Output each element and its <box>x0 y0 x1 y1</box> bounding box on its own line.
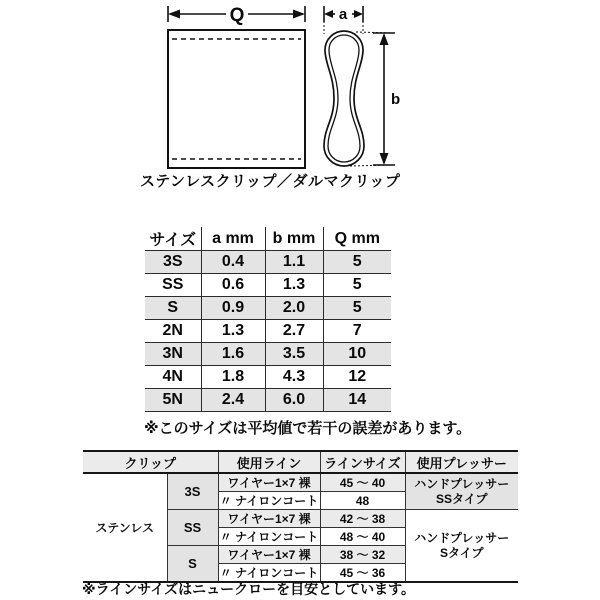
q-cell: 5 <box>323 274 391 297</box>
diagram-caption: ステンレスクリップ／ダルマクリップ <box>140 173 401 190</box>
size-table-header-row <box>145 227 391 251</box>
line-type-cell: ワイヤー1×7 裸 <box>218 546 320 564</box>
usage-header-clip: クリップ <box>83 451 218 473</box>
line-size-cell: 48 <box>320 492 405 510</box>
clip-size-cell: S <box>167 546 218 583</box>
line-type-cell: 〃 ナイロンコート <box>218 492 320 510</box>
b-cell: 6.0 <box>265 389 323 412</box>
b-cell: 3.5 <box>265 343 323 366</box>
q-dimension-label: Q <box>229 5 245 26</box>
usage-table-header-row <box>83 451 518 473</box>
line-size-cell: 45 〜 36 <box>320 564 405 583</box>
a-cell: 1.8 <box>201 366 265 389</box>
line-type-cell: ワイヤー1×7 裸 <box>218 510 320 528</box>
size-table <box>145 227 391 412</box>
b-cell: 1.3 <box>265 274 323 297</box>
line-size-cell: 48 〜 40 <box>320 528 405 546</box>
presser-type: Sタイプ <box>440 545 484 560</box>
b-cell: 2.7 <box>265 320 323 343</box>
presser-name: ハンドプレッサー <box>414 477 510 492</box>
size-table-note: ※このサイズは平均値で若干の誤差があります。 <box>144 420 472 437</box>
clip-size-cell: SS <box>167 510 218 546</box>
usage-table-note: ※ラインサイズはニュークローを目安としています。 <box>82 581 415 597</box>
a-cell: 0.4 <box>201 251 265 274</box>
line-size-cell: 42 〜 38 <box>320 510 405 528</box>
size-cell: 4N <box>145 366 201 389</box>
q-cell: 7 <box>323 320 391 343</box>
presser-cell <box>405 473 518 510</box>
daruma-clip-outline <box>324 31 364 166</box>
line-type-cell: 〃 ナイロンコート <box>218 564 320 583</box>
line-type-cell: ワイヤー1×7 裸 <box>218 473 320 492</box>
line-size-cell: 38 〜 32 <box>320 546 405 564</box>
a-dimension-label: a <box>338 6 348 23</box>
q-cell: 12 <box>323 366 391 389</box>
a-cell: 2.4 <box>201 389 265 412</box>
usage-table <box>83 450 518 583</box>
size-cell: 3S <box>145 251 201 274</box>
usage-header-line-size: ラインサイズ <box>320 451 405 473</box>
size-cell: 2N <box>145 320 201 343</box>
size-cell: 5N <box>145 389 201 412</box>
b-dimension-arrow <box>350 32 395 166</box>
presser-cell <box>405 510 518 583</box>
a-cell: 1.6 <box>201 343 265 366</box>
size-table-row-5n <box>145 389 391 412</box>
clip-size-cell: 3S <box>167 473 218 510</box>
b-cell: 1.1 <box>265 251 323 274</box>
q-cell: 10 <box>323 343 391 366</box>
size-table-row-4n <box>145 366 391 389</box>
b-dimension-label: b <box>391 91 401 108</box>
size-table-header-a: a mm <box>201 227 265 251</box>
size-table-row-ss <box>145 274 391 297</box>
material-cell: ステンレス <box>83 473 167 582</box>
size-cell: S <box>145 297 201 320</box>
a-cell: 0.9 <box>201 297 265 320</box>
size-table-row-3n <box>145 343 391 366</box>
usage-header-line: 使用ライン <box>218 451 320 473</box>
q-cell: 14 <box>323 389 391 412</box>
usage-row-3s-wire <box>83 473 518 492</box>
line-type-cell: 〃 ナイロンコート <box>218 528 320 546</box>
presser-name: ハンドプレッサー <box>414 531 510 546</box>
size-cell: 3N <box>145 343 201 366</box>
line-size-cell: 45 〜 40 <box>320 473 405 492</box>
a-cell: 1.3 <box>201 320 265 343</box>
clip-tube-outline <box>168 30 305 168</box>
b-cell: 2.0 <box>265 297 323 320</box>
size-table-row-2n <box>145 320 391 343</box>
size-table-header-size: サイズ <box>145 227 201 251</box>
q-cell: 5 <box>323 297 391 320</box>
q-cell: 5 <box>323 251 391 274</box>
b-cell: 4.3 <box>265 366 323 389</box>
a-cell: 0.6 <box>201 274 265 297</box>
size-table-row-s <box>145 297 391 320</box>
usage-header-presser: 使用プレッサー <box>405 451 518 473</box>
size-cell: SS <box>145 274 201 297</box>
size-table-header-b: b mm <box>265 227 323 251</box>
size-table-row-3s <box>145 251 391 274</box>
size-table-header-q: Q mm <box>323 227 391 251</box>
presser-type: SSタイプ <box>436 491 488 506</box>
